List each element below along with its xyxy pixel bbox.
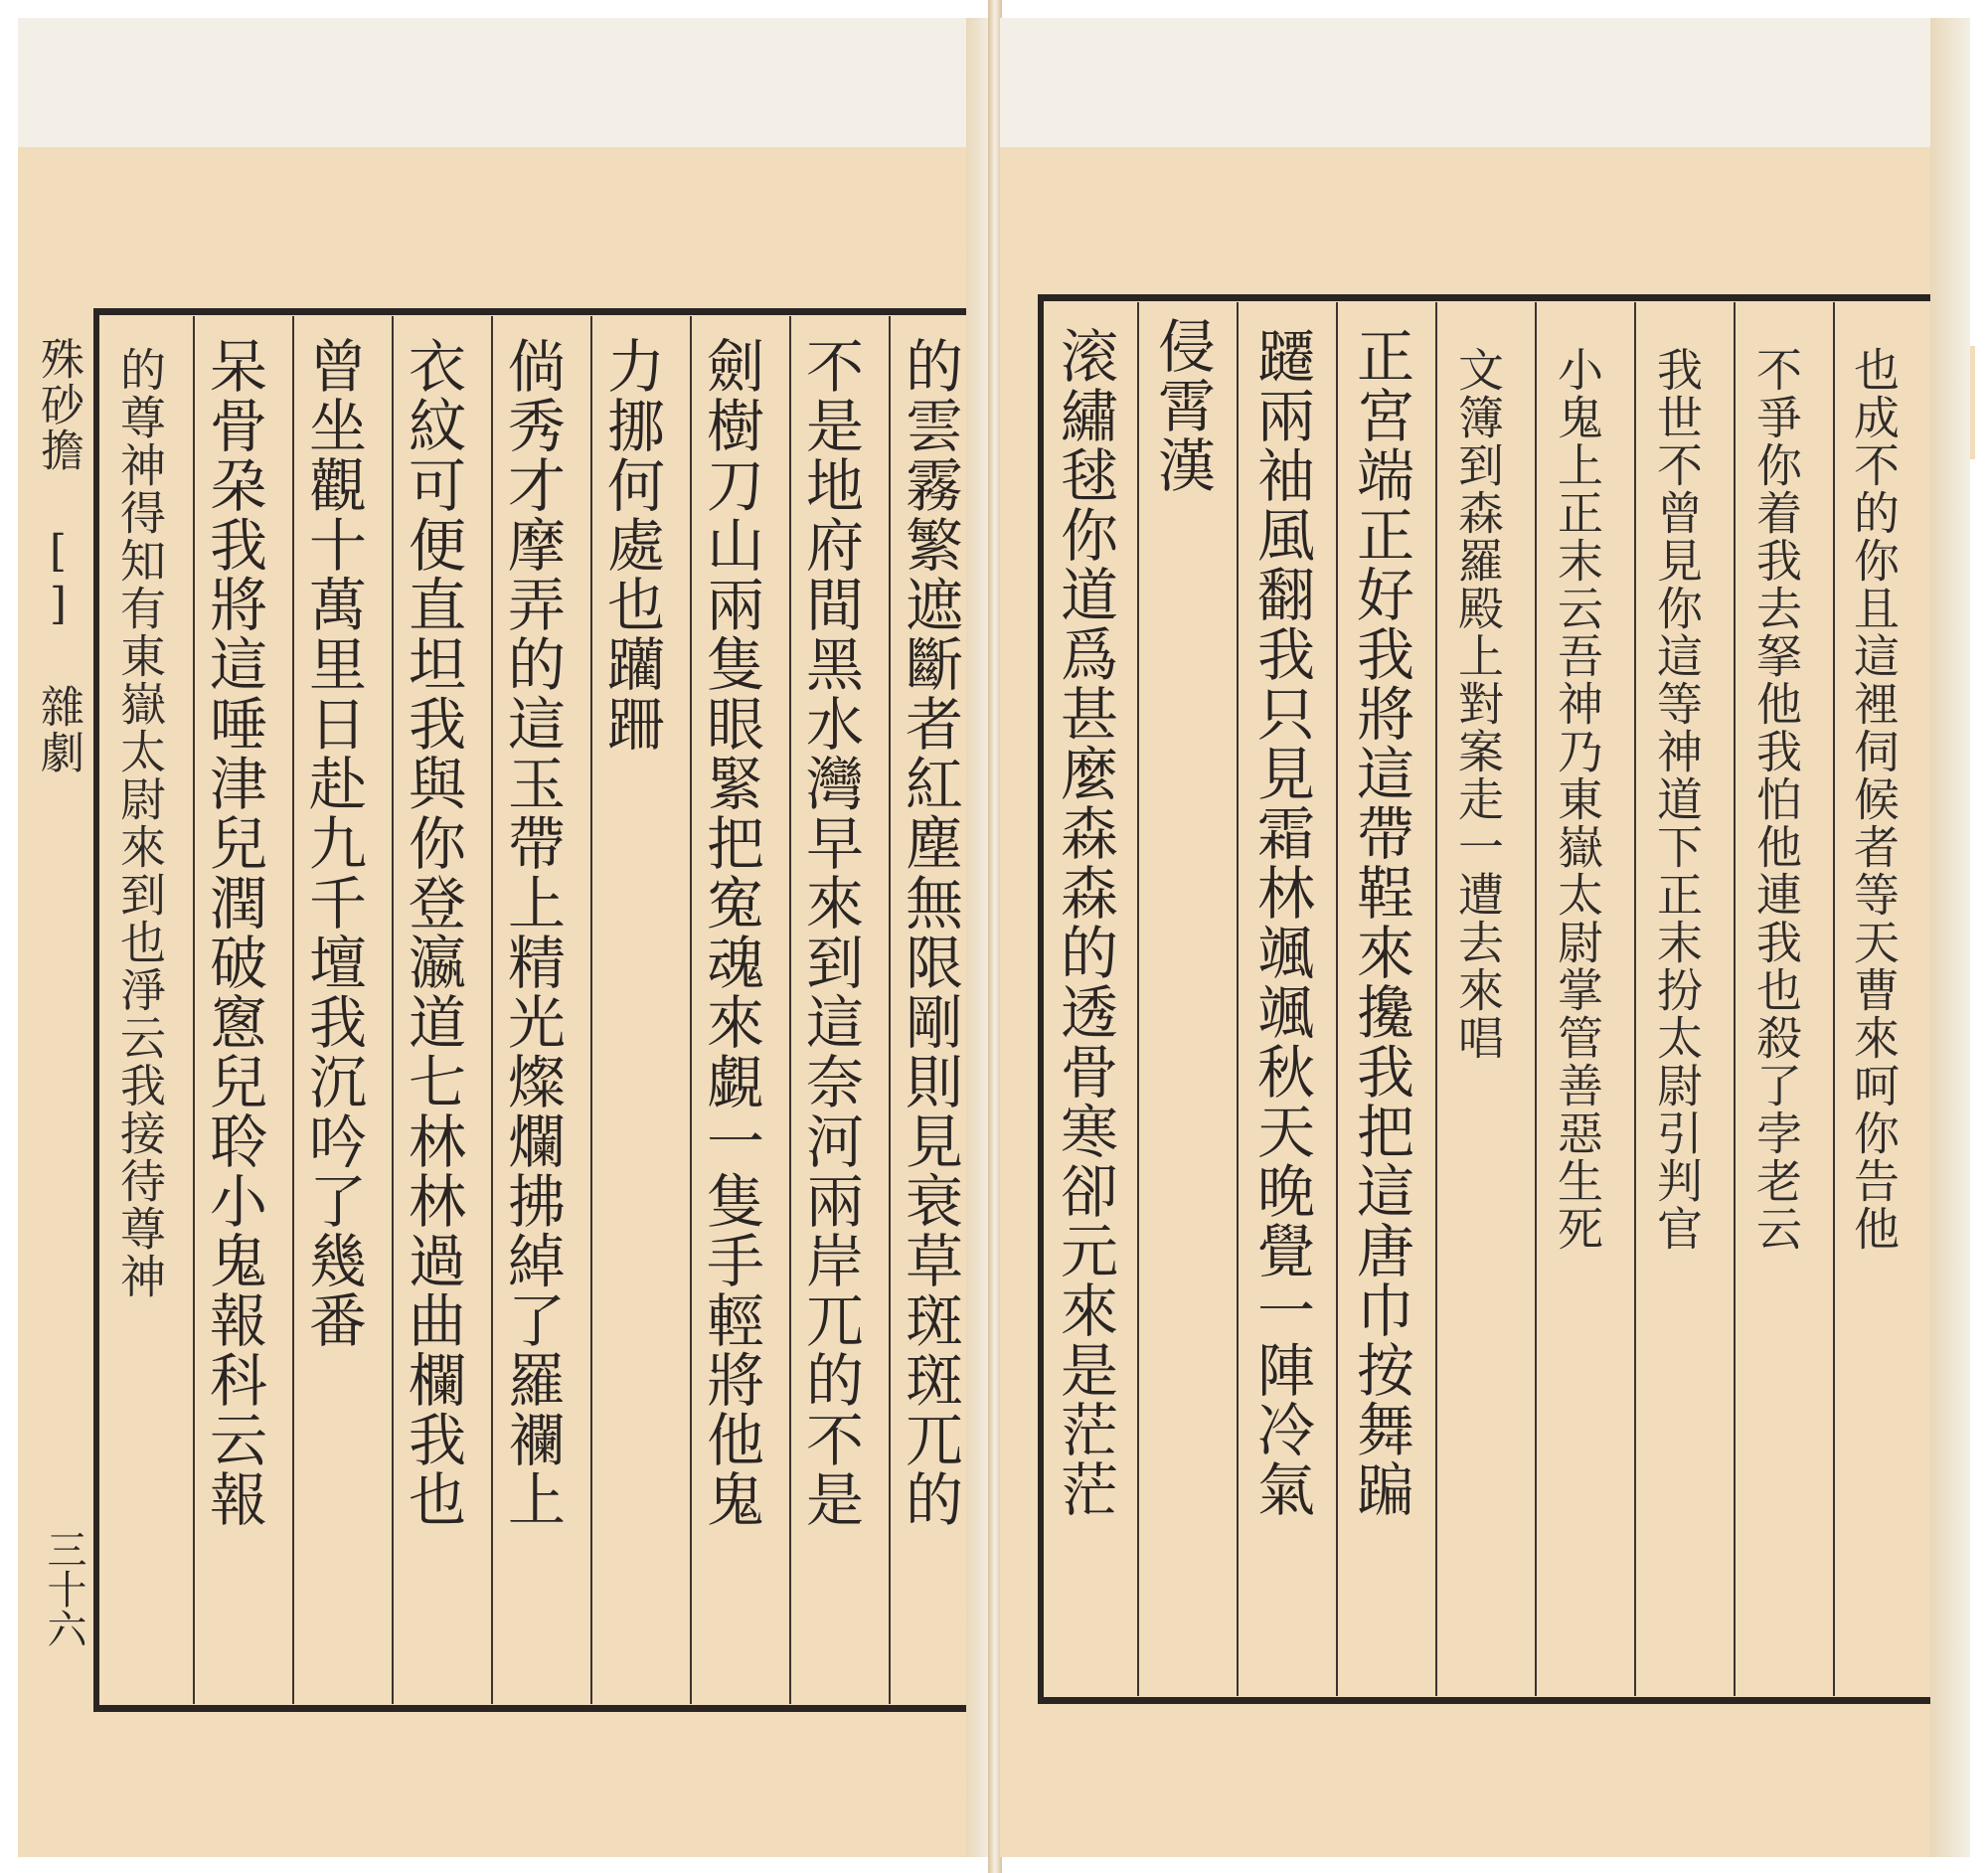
text-column: 倘秀才摩弄的這玉帶上精光燦爛拂綽了羅襴上	[498, 336, 566, 1529]
column-rule	[392, 316, 394, 1704]
right-page	[1000, 18, 1970, 1857]
column-rule	[1535, 302, 1537, 1696]
text-column: 劍樹刀山兩隻眼緊把寃魂來覷一隻手輕將他鬼	[697, 336, 764, 1529]
page-top-margin	[18, 18, 992, 147]
column-rule	[193, 316, 195, 1704]
column-rule	[1634, 302, 1636, 1696]
text-column: 呆骨朶我將這唾津兒潤破窻兒聆小鬼報科云報	[200, 336, 267, 1529]
text-column: 的尊神得知有東嶽太尉來到也淨云我接待尊神	[113, 346, 167, 1300]
left-page	[18, 18, 992, 1857]
text-column: 滚繡毬你道爲甚麼森森的透骨寒卻元來是茫茫	[1051, 326, 1118, 1519]
column-rule	[1137, 302, 1139, 1696]
text-column: 文簿到森羅殿上對案走一遭去來唱	[1451, 346, 1505, 1062]
page-top-margin	[1000, 18, 1970, 147]
text-column: 不爭你着我去拏他我怕他連我也殺了孛老云	[1749, 346, 1803, 1253]
column-rule	[1833, 302, 1835, 1696]
column-rule	[491, 316, 493, 1704]
text-column: 的雲霧繁遮斷者紅塵無限剛則見衰草斑斑兀的	[896, 336, 963, 1529]
column-rule	[1336, 302, 1338, 1696]
column-rule	[590, 316, 592, 1704]
left-folio: 三十六	[41, 1529, 86, 1648]
column-rule	[889, 316, 891, 1704]
column-rule	[789, 316, 791, 1704]
text-column: 不是地府間黑水灣早來到這奈河兩岸兀的不是	[796, 336, 864, 1529]
column-rule	[1734, 302, 1736, 1696]
column-rule	[1237, 302, 1239, 1696]
text-column: 侵霄漢	[1148, 316, 1216, 495]
text-column: 我世不曾見你這等神道下正末扮太尉引判官	[1650, 346, 1704, 1253]
page-fore-edge	[1930, 18, 1970, 1857]
text-column: 也成不的你且這裡伺候者等天曹來呵你告他	[1847, 346, 1901, 1253]
text-column: 力挪何處也躪跚	[597, 336, 665, 754]
text-column: 小鬼上正末云吾神乃東嶽太尉掌管善惡生死	[1551, 346, 1604, 1253]
column-rule	[690, 316, 692, 1704]
column-rule	[1435, 302, 1437, 1696]
left-margin-title: 殊砂擔 [] 雜劇	[33, 336, 83, 775]
text-column: 正宮端正好我將這帶鞓來攙我把這唐巾按舞蹁	[1347, 326, 1414, 1519]
text-column: 躚兩袖風翻我只見霜林颯颯秋天晚覺一陣冷氣	[1247, 326, 1315, 1519]
text-column: 衣紋可便直坦我與你登瀛道七林林過曲欄我也	[399, 336, 466, 1529]
text-column: 曾坐觀十萬里日赴九千壇我沉吟了幾番	[299, 336, 367, 1350]
column-rule	[292, 316, 294, 1704]
